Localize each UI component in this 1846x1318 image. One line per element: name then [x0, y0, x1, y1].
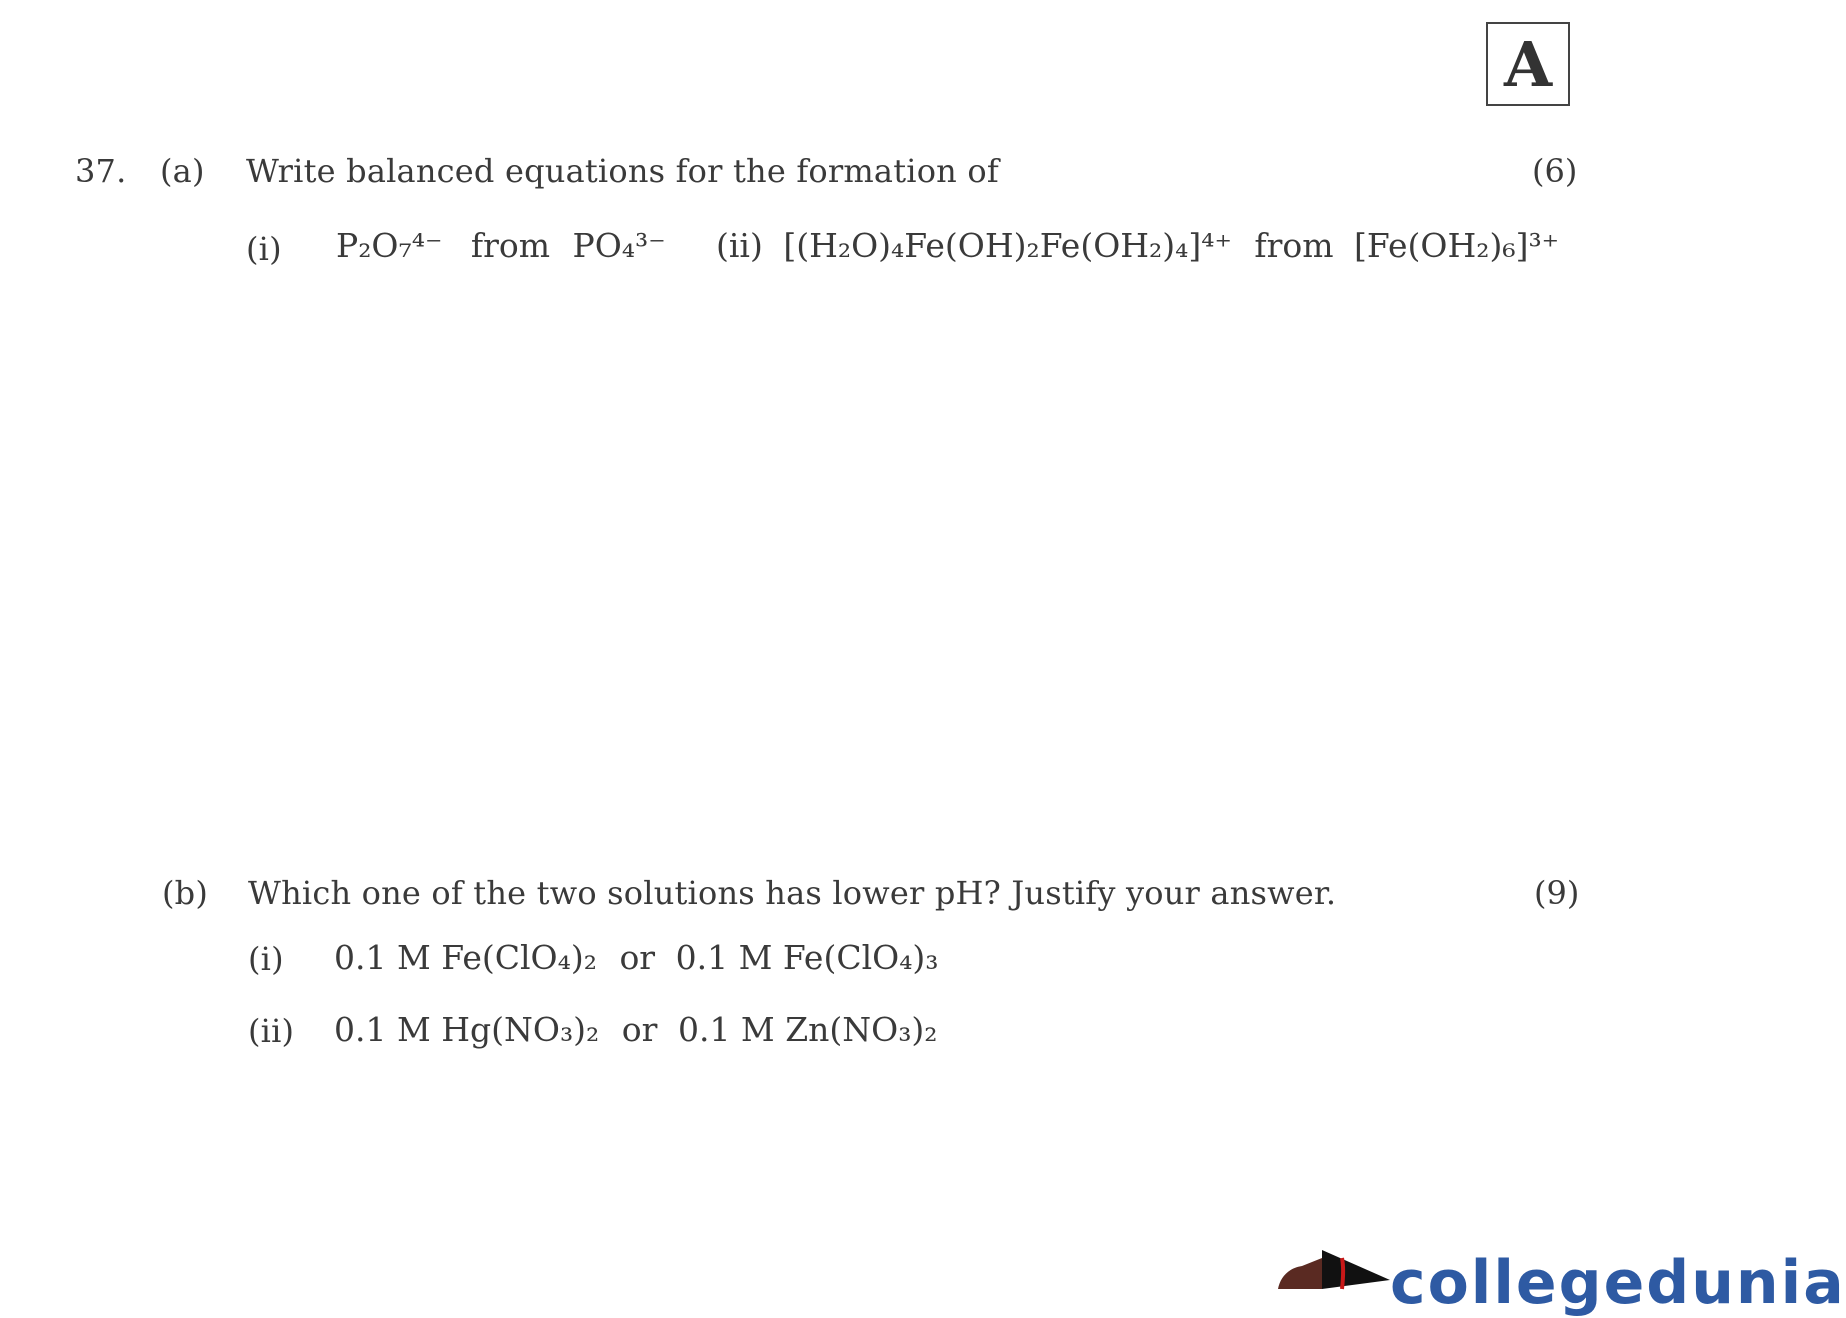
option-2: 0.1 M Zn(NO₃)₂ [677, 1010, 938, 1049]
part-b-item-1 [334, 938, 939, 977]
option-1: 0.1 M Fe(ClO₄)₂ [334, 938, 597, 977]
iron-dimer-formula: [(H₂O)₄Fe(OH)₂Fe(OH₂)₄]⁴⁺ [783, 226, 1232, 265]
part-b-item-1-label: (i) [248, 940, 284, 978]
logo-mascot-icon [1270, 1238, 1390, 1289]
answer-key-letter: A [1503, 27, 1553, 101]
or-word: or [621, 1010, 658, 1049]
option-2: 0.1 M Fe(ClO₄)₃ [675, 938, 939, 977]
from-word: from [1254, 226, 1334, 265]
part-b-item-2 [334, 1010, 938, 1049]
option-1: 0.1 M Hg(NO₃)₂ [334, 1010, 600, 1049]
phosphate-formula: PO₄³⁻ [572, 226, 666, 265]
or-word: or [619, 938, 656, 977]
part-a-text: Write balanced equations for the formation of [246, 152, 999, 190]
hexaaqua-iron-formula: [Fe(OH₂)₆]³⁺ [1354, 226, 1560, 265]
part-b-item-2-label: (ii) [248, 1012, 295, 1050]
answer-key-box [1486, 22, 1570, 106]
part-b-marks: (9) [1534, 874, 1580, 912]
part-a-marks: (6) [1532, 152, 1578, 190]
part-a-item-2 [716, 226, 1559, 265]
part-a-item-1-formula [336, 226, 666, 265]
part-a-item-1-label: (i) [246, 230, 282, 268]
diphosphate-formula: P₂O₇⁴⁻ [336, 226, 443, 265]
part-b-label: (b) [162, 874, 209, 912]
from-word: from [470, 226, 551, 265]
collegedunia-logo [1270, 1238, 1846, 1318]
question-number: 37. [75, 152, 127, 190]
part-a-label: (a) [160, 152, 205, 190]
part-b-text: Which one of the two solutions has lower pH? Justify your answer. [248, 874, 1337, 912]
logo-text: collegedunia [1390, 1248, 1846, 1318]
part-a-item-2-label: (ii) [716, 226, 763, 265]
